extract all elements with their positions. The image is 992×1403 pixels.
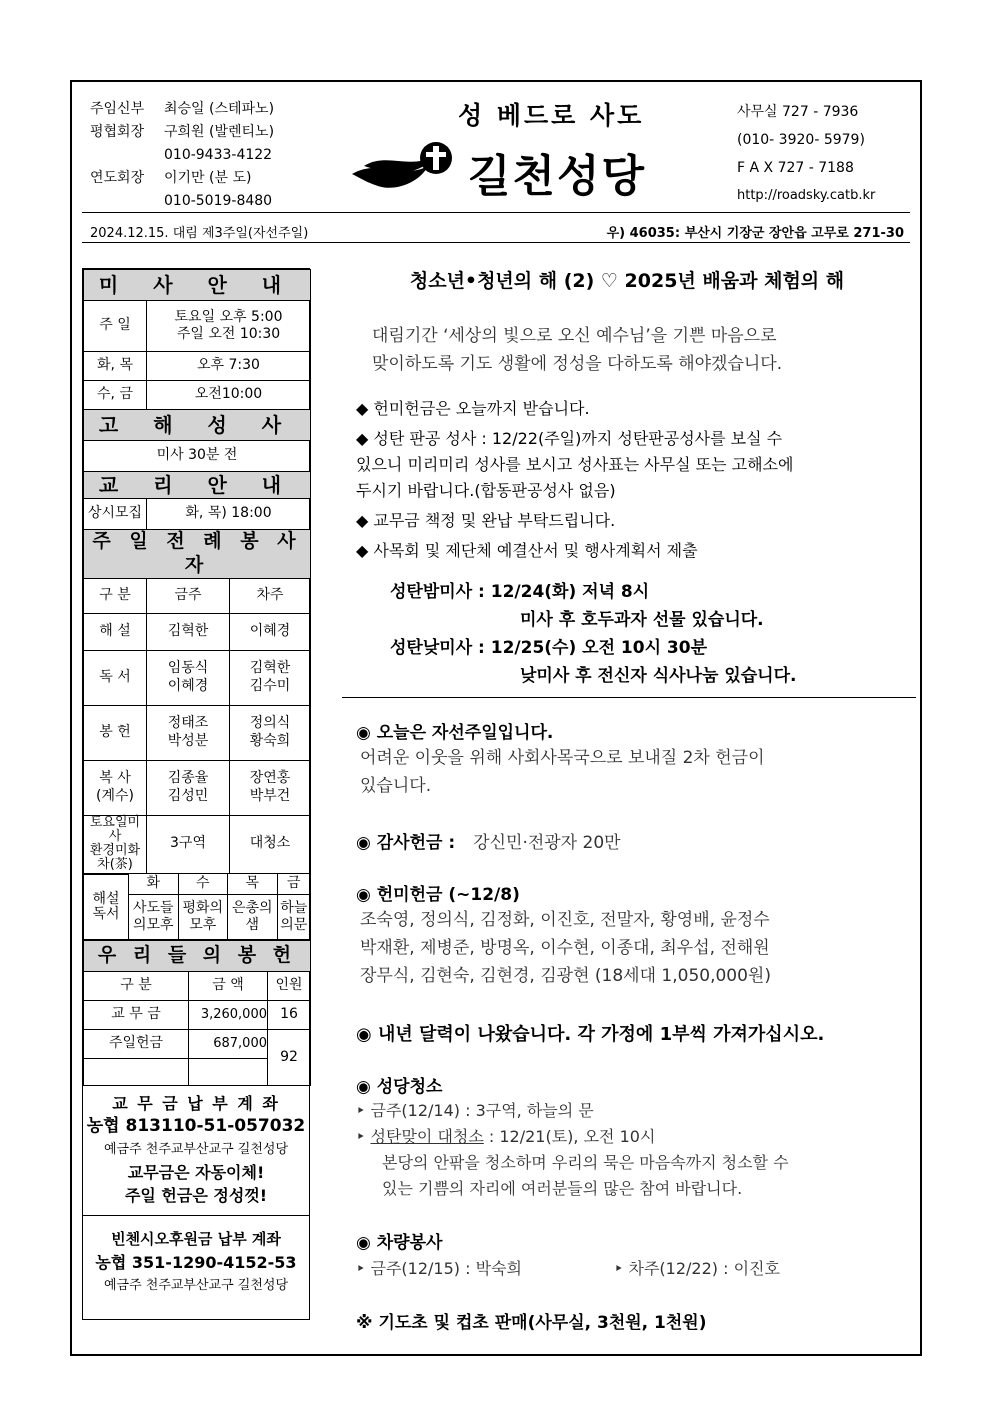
mobile-phone: (010- 3920- 5979): [737, 132, 865, 148]
christmas-schedule: [390, 578, 796, 690]
office-phone: 사무실 727 - 7936: [737, 104, 859, 120]
tithe-number: 농협 813110-51-057032: [86, 1116, 306, 1137]
reader-day: 금: [277, 874, 310, 895]
reader-group: 사도들: [132, 899, 174, 916]
rice-offering-line: 조숙영, 정의식, 김정화, 이진호, 전말자, 황영배, 윤정수: [360, 910, 770, 930]
server-next: 박부건: [249, 787, 291, 804]
mass-day: 화, 목: [84, 352, 147, 381]
council-phone: 010-9433-4122: [164, 147, 273, 163]
server-current: 이혜경: [167, 677, 209, 694]
offering-empty: [189, 1059, 268, 1086]
cleaning-line: 있는 기쁨의 자리에 여러분들의 많은 참여 바랍니다.: [382, 1179, 743, 1198]
driving-title: ◉ 차량봉사: [356, 1233, 443, 1253]
announcement-item: 있으니 미리미리 성사를 보시고 성사표는 사무실 또는 고해소에: [356, 455, 794, 474]
reader-group: 의모후: [132, 917, 174, 934]
driving-next-week: ‣ 차주(12/22) : 이진호: [614, 1259, 780, 1278]
rice-offering-title: ◉ 헌미헌금 (~12/8): [356, 885, 520, 905]
server-role: 환경미화: [89, 843, 141, 859]
church-logo-icon: [350, 136, 462, 194]
mass-time: 주일 오전 10:30: [176, 326, 281, 342]
yeondo-name: 이기만 (분 도): [164, 170, 252, 186]
reader-group: 은총의: [232, 899, 273, 916]
confession-title: 고 해 성 사: [84, 410, 311, 441]
fax-number: F A X 727 - 7188: [737, 160, 854, 176]
reader-day: 화: [129, 874, 179, 895]
cleaning-title: ◉ 성당청소: [356, 1077, 443, 1097]
server-role: 차(茶): [97, 857, 133, 873]
pastor-name: 최승일 (스테파노): [164, 101, 275, 117]
offering-name: 주일헌금: [84, 1030, 189, 1059]
server-next: 김혁한: [249, 660, 291, 676]
offering-empty: [84, 1059, 189, 1086]
offering-name: 교 무 금: [84, 1001, 189, 1030]
catechism-title: 교 리 안 내: [84, 472, 311, 499]
tithe-holder: 예금주 천주교부산교구 길천성당: [103, 1142, 289, 1158]
mass-table: [83, 269, 311, 874]
mass-time: 오후 7:30: [147, 352, 311, 381]
announcement-item: ◆ 사목회 및 제단체 예결산서 및 행사계획서 제출: [356, 541, 698, 560]
cleaning-line: 본당의 안팎을 청소하며 우리의 묵은 마음속까지 청소할 수: [382, 1153, 789, 1172]
server-next: 대청소: [230, 815, 311, 873]
christmas-day-note: 낮미사 후 전신자 식사나눔 있습니다.: [520, 666, 797, 686]
parish-title: 길천성당: [468, 151, 647, 202]
offering-table: [83, 940, 311, 1086]
tithe-title: 교 무 금 납 부 계 좌: [112, 1094, 280, 1114]
catechism-label: 상시모집: [84, 499, 147, 530]
server-role: 복 사: [99, 770, 131, 786]
announcement-list: [356, 396, 793, 564]
headline: 청소년•청년의 해 (2) ♡ 2025년 배움과 체험의 해: [409, 270, 845, 292]
cleaning-line: [356, 1124, 789, 1150]
offering-amount: 3,260,000: [189, 1001, 268, 1030]
reader-group: 의문: [280, 917, 308, 934]
offering-head: 인원: [268, 972, 311, 1001]
announcement-item: ◆ 성탄 판공 성사 : 12/22(주일)까지 성탄판공성사를 보실 수: [356, 429, 783, 448]
contact-info: [737, 98, 875, 210]
server-current: 김성민: [167, 787, 209, 804]
reader-day: 수: [178, 874, 228, 895]
cleaning-event: 성탄맞이 대청소: [370, 1127, 484, 1146]
reader-group: 하늘: [280, 899, 308, 916]
server-next: 황숙희: [249, 732, 291, 749]
server-role: 해 설: [84, 613, 147, 650]
website-url[interactable]: http://roadsky.catb.kr: [737, 188, 876, 203]
mass-day: 수, 금: [84, 381, 147, 410]
mass-time: 오전10:00: [147, 381, 311, 410]
servers-head: 차주: [230, 578, 311, 613]
council-label: 평협회장: [90, 124, 145, 140]
cleaning-line: ‣ 금주(12/14) : 3구역, 하늘의 문: [356, 1101, 594, 1120]
issue-date: 2024.12.15. 대림 제3주일(자선주일): [90, 226, 309, 241]
sidebar: [82, 268, 310, 1320]
servers-title: 주 일 전 례 봉 사 자: [84, 530, 311, 579]
vincent-holder: 예금주 천주교부산교구 길천성당: [103, 1278, 289, 1294]
cleaning-body: [356, 1098, 789, 1202]
catechism-time: 화, 목) 18:00: [147, 499, 311, 530]
intro-line: 대림기간 ‘세상의 빛으로 오신 예수님’을 기쁜 마음으로: [372, 326, 777, 346]
pastor-label: 주임신부: [90, 101, 145, 117]
intro-text: [372, 322, 782, 378]
server-role: 봉 헌: [84, 705, 147, 760]
server-next: 정의식: [249, 715, 291, 731]
driving-this-week: ‣ 금주(12/15) : 박숙희: [356, 1259, 522, 1278]
rice-offering-line: 장무식, 김현숙, 김현경, 김광현 (18세대 1,050,000원): [360, 966, 771, 986]
offering-count: 16: [268, 1001, 311, 1030]
server-current: 김혁한: [147, 613, 230, 650]
tithe-account: [83, 1086, 309, 1216]
council-name: 구희원 (발렌티노): [164, 124, 275, 140]
announcement-item: ◆ 교무금 책정 및 완납 부탁드립니다.: [356, 511, 616, 530]
calendar-notice: ◉ 내년 달력이 나왔습니다. 각 가정에 1부씩 가져가십시오.: [356, 1024, 825, 1045]
announcement-item: 두시기 바랍니다.(합동판공성사 없음): [356, 481, 616, 500]
server-current: 박성분: [167, 732, 209, 749]
server-next: 이혜경: [230, 613, 311, 650]
charity-title: ◉ 오늘은 자선주일입니다.: [356, 723, 554, 743]
offering-amount: 687,000: [189, 1030, 268, 1059]
charity-line: 있습니다.: [360, 776, 432, 796]
charity-body: [360, 744, 765, 800]
announcement-item: ◆ 헌미헌금은 오늘까지 받습니다.: [356, 399, 590, 418]
offering-title: 우 리 들 의 봉 헌: [84, 941, 311, 972]
vincent-number: 농협 351-1290-4152-53: [95, 1253, 297, 1273]
parish-address: 우) 46035: 부산시 기장군 장안읍 고무로 271-30: [606, 226, 904, 241]
cleaning-date: : 12/21(토), 오전 10시: [483, 1127, 656, 1146]
server-current: 임동식: [167, 660, 209, 676]
reader-group: 샘: [245, 917, 260, 934]
server-role: (계수): [96, 787, 134, 804]
christmas-eve-note: 미사 후 호두과자 선물 있습니다.: [520, 610, 764, 630]
header-divider-bottom: [82, 242, 910, 243]
server-role: 독 서: [84, 650, 147, 705]
reader-group: 평화의: [182, 899, 224, 916]
candle-sale: ※ 기도초 및 컵초 판매(사무실, 3천원, 1천원): [356, 1313, 707, 1333]
mass-day: 주 일: [84, 301, 147, 352]
thanks-offering: [356, 828, 621, 853]
christmas-day-mass: 성탄낮미사 : 12/25(수) 오전 10시 30분: [390, 638, 707, 658]
cleaning-bullet: ‣: [356, 1127, 371, 1146]
header-divider-top: [82, 212, 910, 213]
mass-title: 미 사 안 내: [84, 270, 311, 301]
tithe-note: 주일 헌금은 정성껏!: [124, 1186, 268, 1206]
reader-day: 목: [228, 874, 278, 895]
christmas-eve-mass: 성탄밤미사 : 12/24(화) 저녁 8시: [390, 582, 650, 602]
vincent-account: [83, 1216, 309, 1297]
rice-offering-body: [360, 906, 771, 990]
vincent-title: 빈첸시오후원금 납부 계좌: [111, 1230, 281, 1249]
rice-offering-line: 박재환, 제병준, 방명옥, 이수현, 이종대, 최우섭, 전해원: [360, 938, 770, 958]
server-next: 장연홍: [249, 770, 291, 786]
parish-subtitle: 성 베드로 사도: [458, 101, 645, 130]
charity-line: 어려운 이웃을 위해 사회사목국으로 보내질 2차 헌금이: [360, 748, 765, 768]
tithe-note: 교무금은 자동이체!: [127, 1163, 265, 1183]
server-current: 3구역: [147, 815, 230, 873]
confession-time: 미사 30분 전: [84, 441, 311, 472]
server-current: 정태조: [167, 715, 209, 731]
intro-line: 맞이하도록 기도 생활에 정성을 다하도록 해야겠습니다.: [372, 354, 783, 374]
yeondo-label: 연도회장: [90, 170, 145, 186]
servers-head: 구 분: [84, 578, 147, 613]
offering-head: 구 분: [84, 972, 189, 1001]
servers-head: 금주: [147, 578, 230, 613]
thanks-body: 강신민·전광자 20만: [473, 833, 621, 853]
staff-info: [90, 98, 274, 213]
reader-group: 모후: [189, 917, 217, 934]
main-divider: [342, 697, 916, 698]
reader-table: [83, 874, 311, 941]
reader-label: 해설독서: [84, 874, 129, 940]
server-current: 김종율: [167, 770, 209, 786]
server-next: 김수미: [249, 677, 291, 694]
thanks-title: ◉ 감사헌금 :: [356, 833, 456, 853]
yeondo-phone: 010-5019-8480: [164, 193, 273, 209]
offering-count: 92: [268, 1030, 311, 1086]
offering-head: 금 액: [189, 972, 268, 1001]
server-role: 토요일미사: [89, 814, 141, 844]
mass-time: 토요일 오후 5:00: [174, 308, 283, 325]
